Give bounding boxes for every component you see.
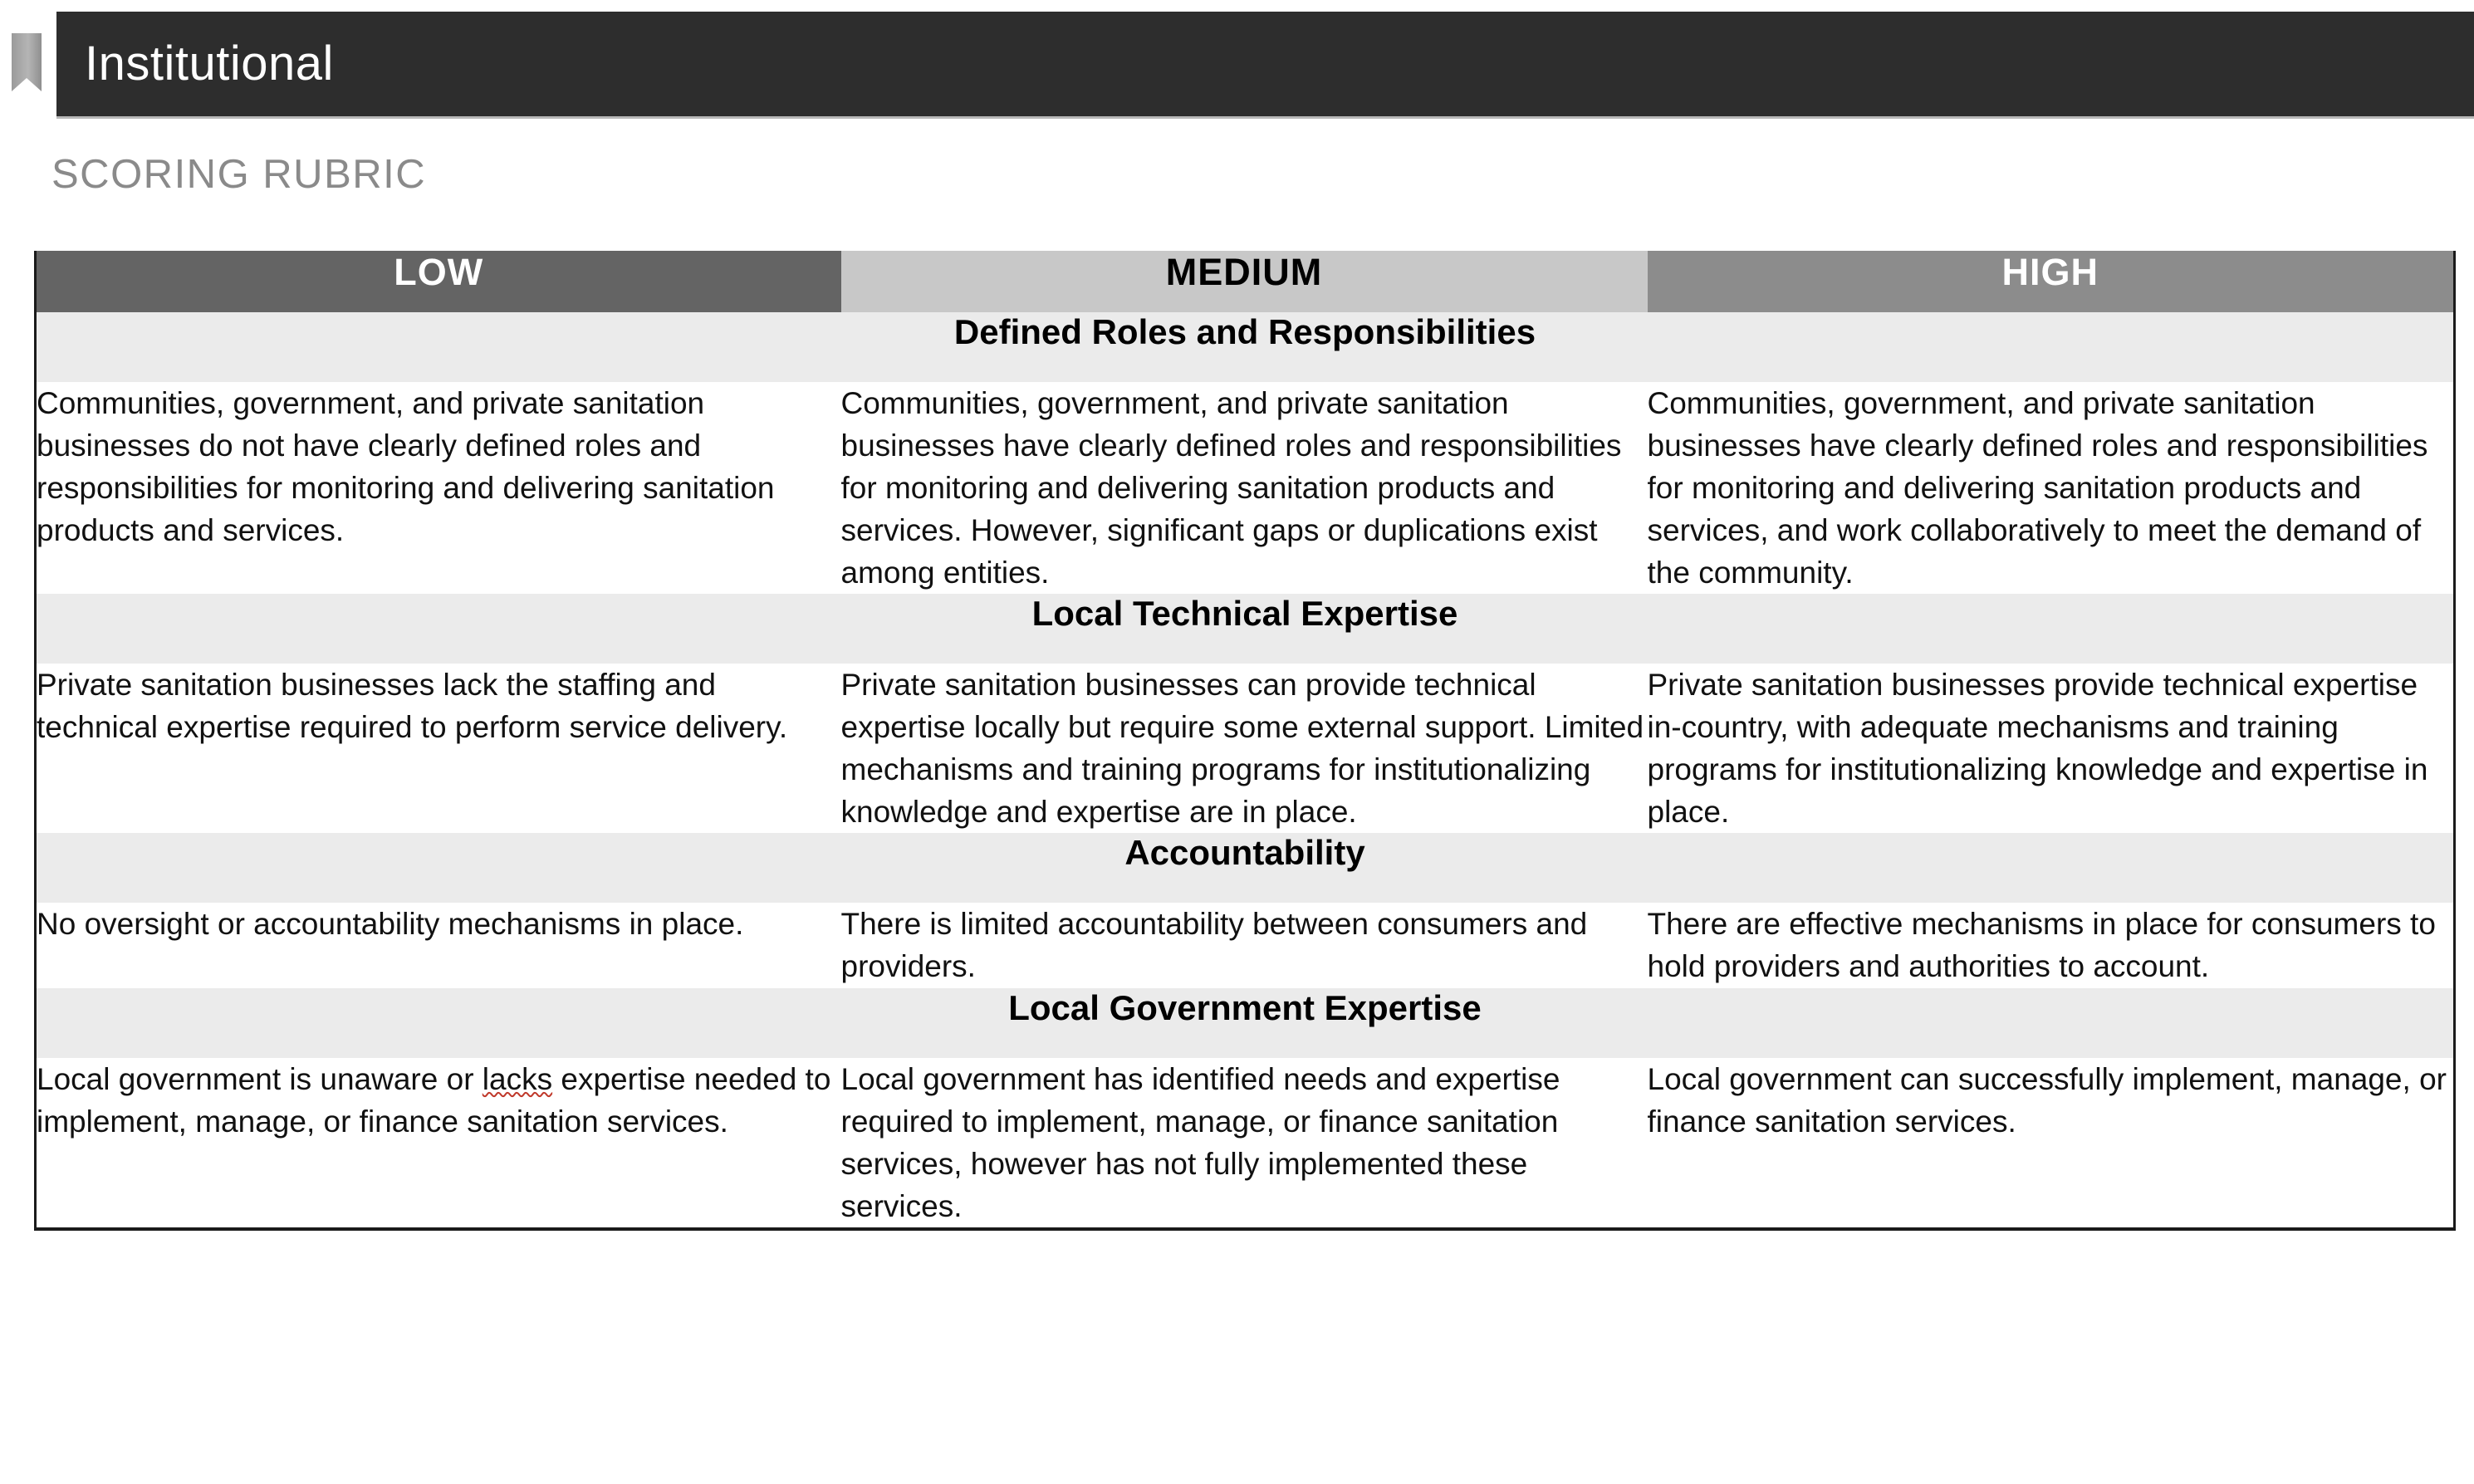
level-header-high: HIGH [1648,251,2455,312]
level-header-low: LOW [36,251,841,312]
criterion-body-row [36,1058,2455,1229]
criterion-band-row [36,988,2455,1058]
cell-accountability-medium: There is limited accountability between consumers and providers. [841,903,1648,987]
cell-local-technical-expertise-low: Private sanitation businesses lack the staffing and technical expertise required to perform service delivery. [36,664,841,833]
spellcheck-flagged-word: lacks [482,1061,553,1096]
cell-accountability-low: No oversight or accountability mechanisms in place. [36,903,841,987]
criterion-band-row [36,594,2455,664]
criterion-title-defined-roles: Defined Roles and Responsibilities [36,312,2455,382]
criterion-title-accountability: Accountability [36,833,2455,903]
cell-local-technical-expertise-high: Private sanitation businesses provide technical expertise in-country, with adequate mechanisms and training programs for institutionalizing knowledge and expertise in place. [1648,664,2455,833]
text-before-flagged-word: Local government is unaware or [37,1061,483,1096]
cell-accountability-high: There are effective mechanisms in place for consumers to hold providers and authorities to account. [1648,903,2455,987]
cell-local-technical-expertise-medium: Private sanitation businesses can provide technical expertise locally but require some external support. Limited mechanisms and training programs for institutionalizing knowledge and expertise are in place. [841,664,1648,833]
banner-bar [56,12,2474,116]
page-banner [0,12,2474,116]
criterion-body-row [36,903,2455,987]
scoring-rubric-table [34,251,2456,1231]
criterion-band-row [36,312,2455,382]
cell-local-government-expertise-high: Local government can successfully implement, manage, or finance sanitation services. [1648,1058,2455,1229]
criterion-body-row [36,664,2455,833]
cell-local-government-expertise-medium: Local government has identified needs and expertise required to implement, manage, or finance sanitation services, however has not fully implemented these services. [841,1058,1648,1229]
cell-local-government-expertise-low [36,1058,841,1229]
criterion-band-row [36,833,2455,903]
criterion-title-local-government-expertise: Local Government Expertise [36,988,2455,1058]
bookmark-icon [12,33,42,91]
cell-defined-roles-medium: Communities, government, and private sanitation businesses have clearly defined roles and responsibilities for monitoring and delivering sanitation products and services. However, significant gaps or duplications exist among entities. [841,382,1648,594]
criterion-title-local-technical-expertise: Local Technical Expertise [36,594,2455,664]
level-header-row [36,251,2455,312]
criterion-body-row [36,382,2455,594]
text-after-flagged-word: expertise needed to implement, manage, or finance sanitation services. [37,1061,831,1139]
level-header-medium: MEDIUM [841,251,1648,312]
cell-defined-roles-high: Communities, government, and private sanitation businesses have clearly defined roles and responsibilities for monitoring and delivering sanitation products and services, and work collaboratively to meet the demand of the community. [1648,382,2455,594]
banner-title: Institutional [85,37,334,91]
cell-defined-roles-low: Communities, government, and private sanitation businesses do not have clearly defined roles and responsibilities for monitoring and delivering sanitation products and services. [36,382,841,594]
section-label: SCORING RUBRIC [51,152,427,197]
